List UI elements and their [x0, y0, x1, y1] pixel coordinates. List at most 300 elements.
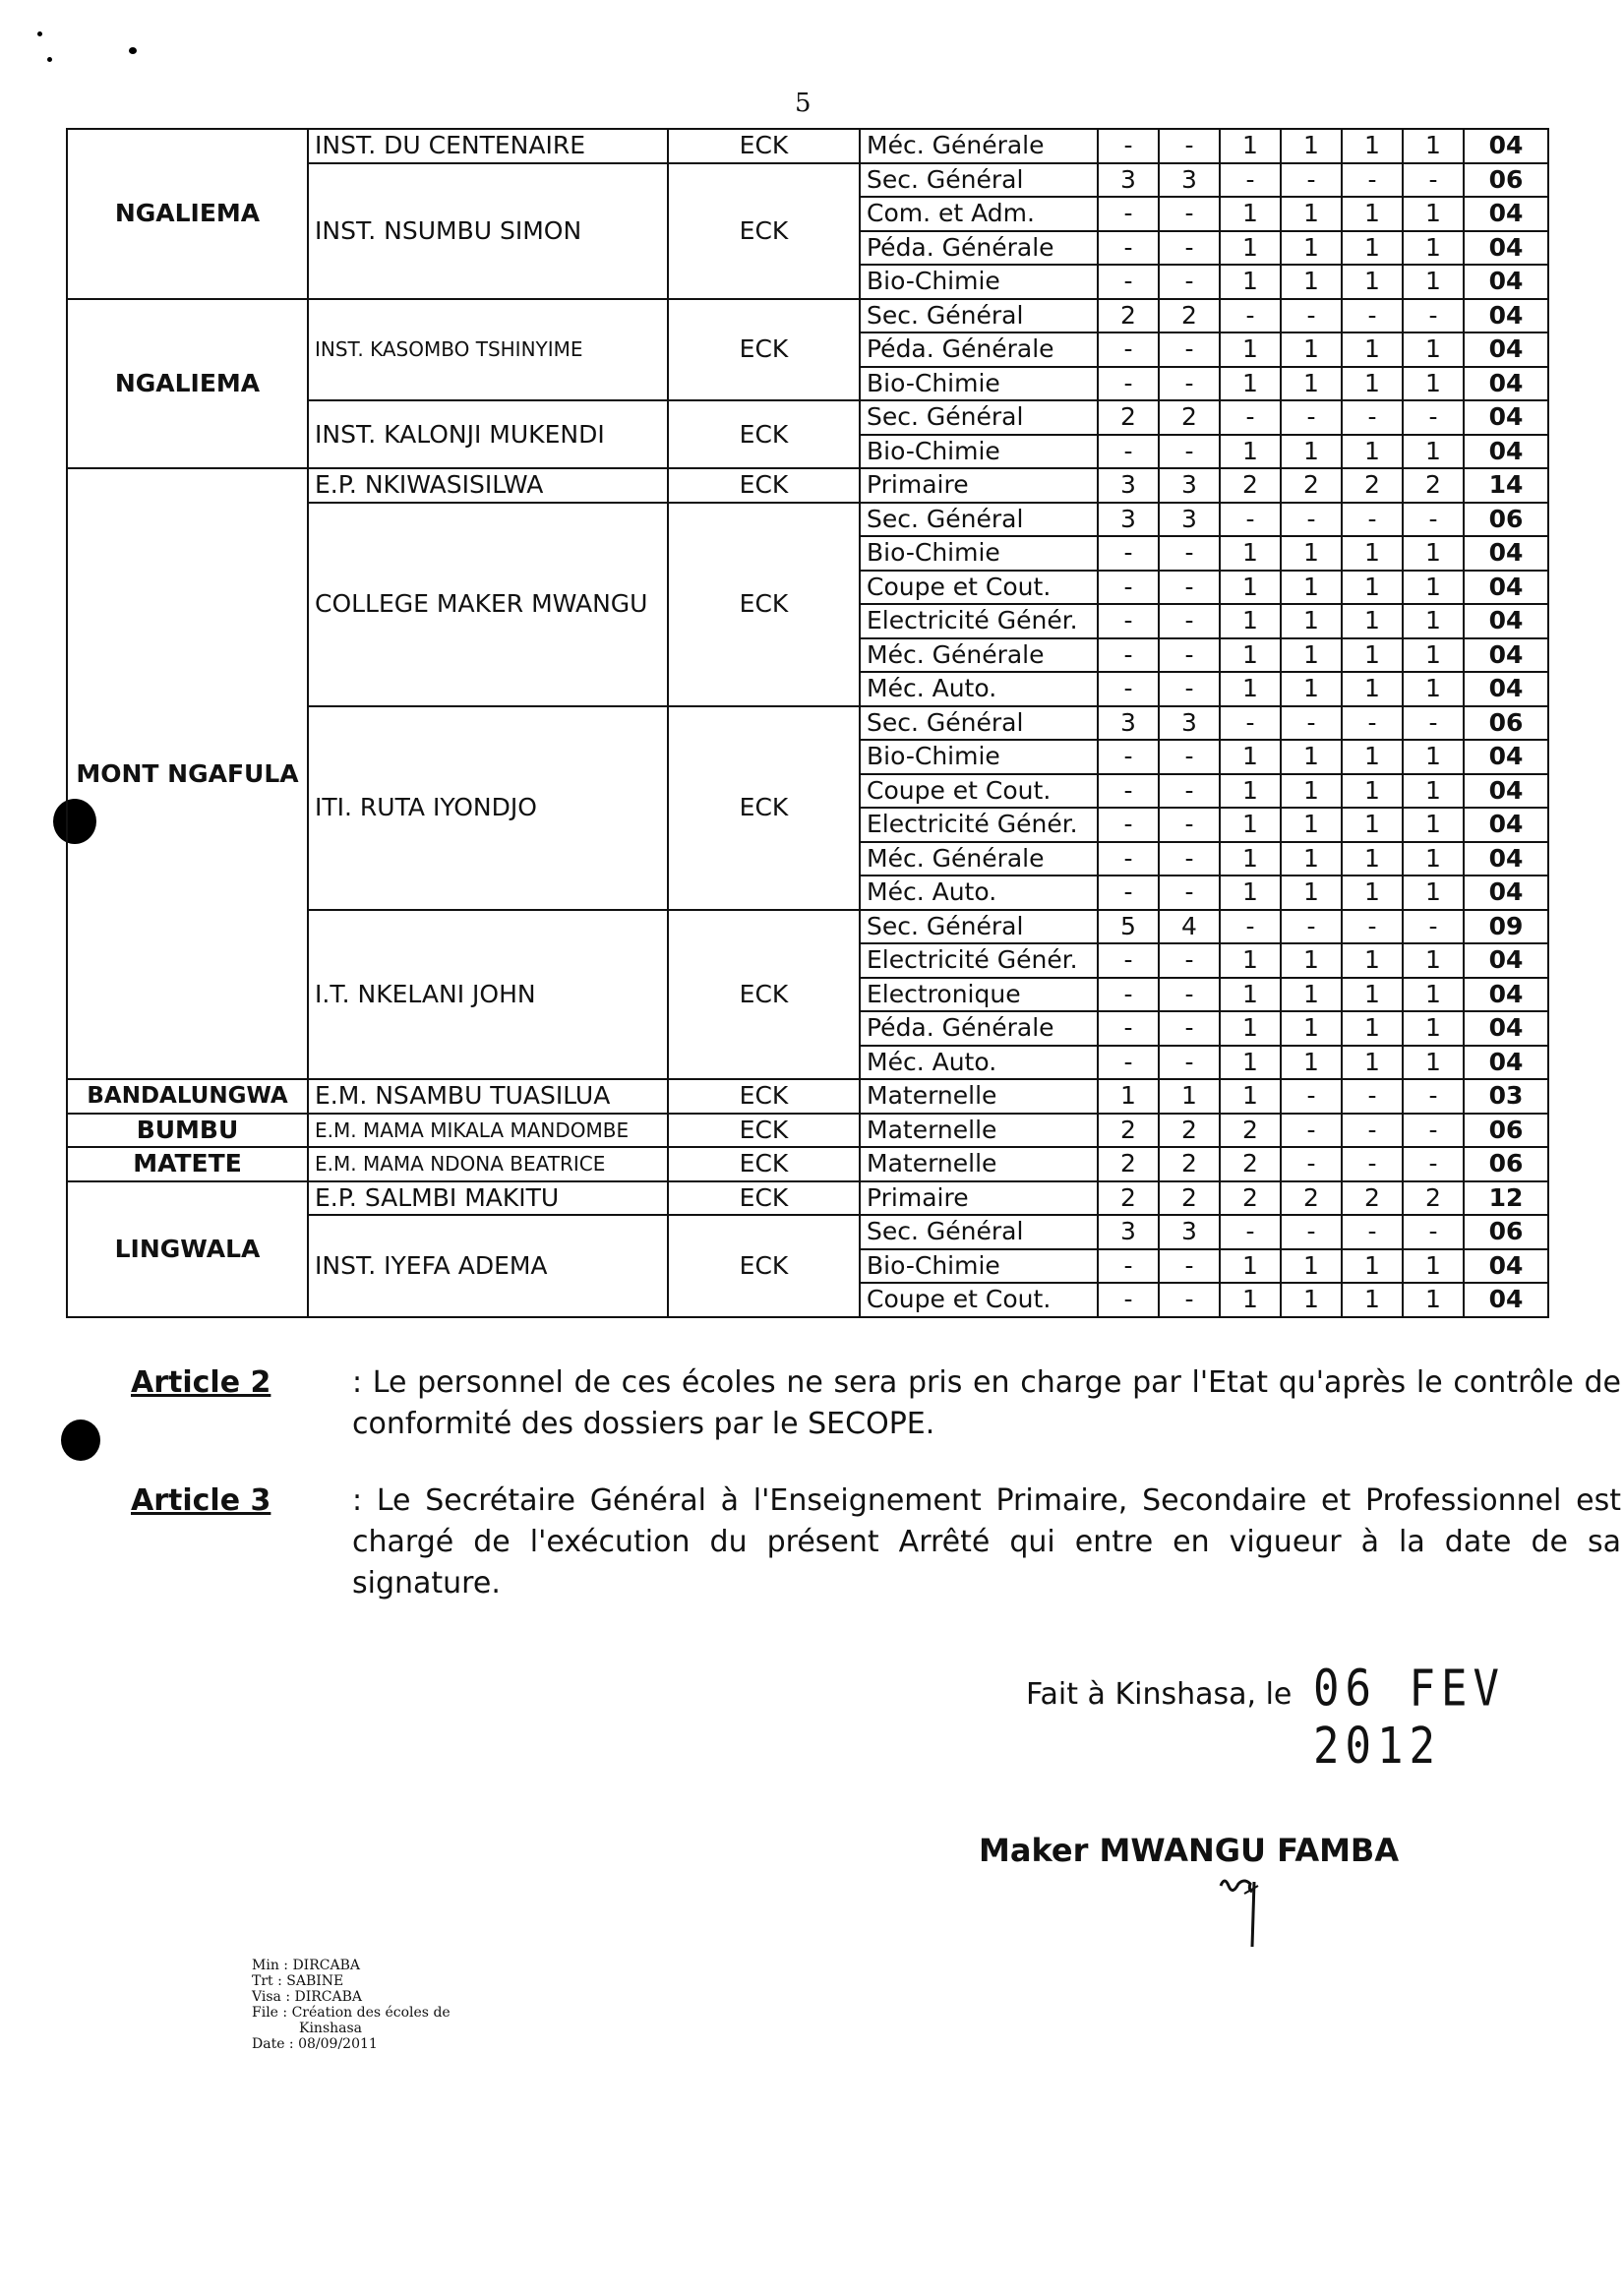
- class-count-cell: 1: [1220, 435, 1281, 469]
- total-cell: 04: [1464, 808, 1548, 842]
- class-count-cell: -: [1098, 231, 1159, 266]
- class-count-cell: -: [1098, 943, 1159, 978]
- class-count-cell: 1: [1220, 978, 1281, 1012]
- class-count-cell: -: [1098, 1011, 1159, 1046]
- regime-cell: ECK: [668, 468, 860, 503]
- class-count-cell: -: [1159, 638, 1220, 673]
- total-cell: 04: [1464, 197, 1548, 231]
- class-count-cell: 1: [1281, 672, 1342, 706]
- school-name-cell: INST. IYEFA ADEMA: [308, 1215, 668, 1317]
- class-count-cell: -: [1159, 943, 1220, 978]
- class-count-cell: -: [1220, 910, 1281, 944]
- option-cell: Maternelle: [860, 1114, 1098, 1148]
- option-cell: Coupe et Cout.: [860, 1283, 1098, 1317]
- class-count-cell: 3: [1159, 1215, 1220, 1249]
- class-count-cell: -: [1159, 367, 1220, 401]
- school-name-cell: INST. NSUMBU SIMON: [308, 163, 668, 299]
- class-count-cell: -: [1281, 1147, 1342, 1181]
- class-count-cell: 1: [1342, 129, 1403, 163]
- class-count-cell: 1: [1403, 1011, 1464, 1046]
- option-cell: Coupe et Cout.: [860, 774, 1098, 809]
- class-count-cell: 1: [1342, 808, 1403, 842]
- commune-cell: BANDALUNGWA: [67, 1079, 308, 1114]
- class-count-cell: -: [1098, 197, 1159, 231]
- schools-table-body: [67, 129, 1548, 1317]
- option-cell: Electricité Génér.: [860, 943, 1098, 978]
- class-count-cell: 1: [1342, 197, 1403, 231]
- class-count-cell: 1: [1220, 129, 1281, 163]
- class-count-cell: -: [1098, 571, 1159, 605]
- class-count-cell: 1: [1220, 1011, 1281, 1046]
- class-count-cell: -: [1159, 231, 1220, 266]
- class-count-cell: 1: [1281, 332, 1342, 367]
- class-count-cell: 1: [1403, 435, 1464, 469]
- class-count-cell: 1: [1281, 265, 1342, 299]
- punch-hole-mark: [61, 1419, 100, 1461]
- class-count-cell: 1: [1403, 129, 1464, 163]
- class-count-cell: 1: [1342, 536, 1403, 571]
- class-count-cell: 2: [1220, 1147, 1281, 1181]
- commune-cell: MONT NGAFULA: [67, 468, 308, 1079]
- class-count-cell: -: [1098, 435, 1159, 469]
- footer-trt: Trt : SABINE: [252, 1973, 344, 1989]
- page-number: 5: [795, 89, 812, 118]
- article-3-text: : Le Secrétaire Général à l'Enseignement Primaire, Secondaire et Professionnel est chargé de l'exécution du présent Arrêté qui entre en vigueur à la date de sa signature.: [352, 1483, 1621, 1600]
- class-count-cell: 2: [1159, 299, 1220, 333]
- class-count-cell: 1: [1281, 367, 1342, 401]
- class-count-cell: 3: [1098, 706, 1159, 741]
- commune-cell: LINGWALA: [67, 1181, 308, 1317]
- class-count-cell: 1: [1281, 740, 1342, 774]
- class-count-cell: 1: [1281, 774, 1342, 809]
- class-count-cell: 3: [1098, 163, 1159, 198]
- class-count-cell: 1: [1220, 1079, 1281, 1114]
- class-count-cell: 1: [1342, 435, 1403, 469]
- class-count-cell: 1: [1220, 265, 1281, 299]
- class-count-cell: 1: [1281, 197, 1342, 231]
- regime-cell: ECK: [668, 706, 860, 910]
- total-cell: 06: [1464, 1114, 1548, 1148]
- option-cell: Bio-Chimie: [860, 435, 1098, 469]
- class-count-cell: 2: [1159, 1181, 1220, 1216]
- class-count-cell: 1: [1342, 332, 1403, 367]
- option-cell: Sec. Général: [860, 400, 1098, 435]
- option-cell: Méc. Générale: [860, 842, 1098, 876]
- option-cell: Bio-Chimie: [860, 265, 1098, 299]
- class-count-cell: 1: [1403, 808, 1464, 842]
- class-count-cell: 1: [1220, 367, 1281, 401]
- option-cell: Méc. Auto.: [860, 876, 1098, 910]
- class-count-cell: 2: [1098, 299, 1159, 333]
- regime-cell: ECK: [668, 1114, 860, 1148]
- class-count-cell: -: [1098, 672, 1159, 706]
- class-count-cell: 5: [1098, 910, 1159, 944]
- schools-table: [66, 128, 1549, 1318]
- class-count-cell: -: [1403, 503, 1464, 537]
- class-count-cell: 1: [1220, 197, 1281, 231]
- class-count-cell: 1: [1281, 1046, 1342, 1080]
- total-cell: 04: [1464, 1011, 1548, 1046]
- class-count-cell: -: [1403, 1114, 1464, 1148]
- class-count-cell: -: [1403, 163, 1464, 198]
- class-count-cell: 1: [1403, 197, 1464, 231]
- total-cell: 06: [1464, 503, 1548, 537]
- class-count-cell: -: [1159, 808, 1220, 842]
- class-count-cell: -: [1098, 265, 1159, 299]
- total-cell: 04: [1464, 604, 1548, 638]
- total-cell: 04: [1464, 571, 1548, 605]
- total-cell: 04: [1464, 435, 1548, 469]
- class-count-cell: 1: [1342, 638, 1403, 673]
- class-count-cell: 1: [1342, 1249, 1403, 1284]
- regime-cell: ECK: [668, 1079, 860, 1114]
- class-count-cell: 1: [1342, 571, 1403, 605]
- class-count-cell: -: [1098, 1283, 1159, 1317]
- ink-blot: [129, 47, 137, 54]
- commune-cell: MATETE: [67, 1147, 308, 1181]
- class-count-cell: -: [1098, 740, 1159, 774]
- class-count-cell: 1: [1220, 774, 1281, 809]
- class-count-cell: -: [1159, 604, 1220, 638]
- class-count-cell: -: [1342, 400, 1403, 435]
- class-count-cell: 1: [1281, 571, 1342, 605]
- total-cell: 04: [1464, 367, 1548, 401]
- class-count-cell: 1: [1342, 842, 1403, 876]
- class-count-cell: 1: [1403, 842, 1464, 876]
- class-count-cell: 2: [1098, 1114, 1159, 1148]
- school-name-cell: E.P. NKIWASISILWA: [308, 468, 668, 503]
- class-count-cell: 1: [1281, 842, 1342, 876]
- total-cell: 04: [1464, 1249, 1548, 1284]
- class-count-cell: -: [1220, 706, 1281, 741]
- class-count-cell: 1: [1342, 604, 1403, 638]
- class-count-cell: 3: [1159, 468, 1220, 503]
- class-count-cell: -: [1342, 163, 1403, 198]
- total-cell: 03: [1464, 1079, 1548, 1114]
- option-cell: Sec. Général: [860, 299, 1098, 333]
- class-count-cell: 4: [1159, 910, 1220, 944]
- class-count-cell: 1: [1403, 571, 1464, 605]
- class-count-cell: -: [1098, 332, 1159, 367]
- school-name-cell: INST. KASOMBO TSHINYIME: [308, 299, 668, 401]
- class-count-cell: -: [1342, 1114, 1403, 1148]
- class-count-cell: -: [1159, 536, 1220, 571]
- total-cell: 04: [1464, 265, 1548, 299]
- footer-file: File : Création des écoles de: [252, 2005, 451, 2021]
- option-cell: Méc. Auto.: [860, 1046, 1098, 1080]
- regime-cell: ECK: [668, 910, 860, 1080]
- article-2-text: : Le personnel de ces écoles ne sera pris en charge par l'Etat qu'après le contrôle de conformité des dossiers par le SECOPE.: [352, 1365, 1621, 1441]
- option-cell: Electronique: [860, 978, 1098, 1012]
- total-cell: 04: [1464, 400, 1548, 435]
- class-count-cell: -: [1098, 1249, 1159, 1284]
- class-count-cell: 3: [1159, 163, 1220, 198]
- class-count-cell: -: [1159, 876, 1220, 910]
- option-cell: Bio-Chimie: [860, 536, 1098, 571]
- class-count-cell: -: [1098, 129, 1159, 163]
- class-count-cell: 2: [1220, 468, 1281, 503]
- total-cell: 12: [1464, 1181, 1548, 1216]
- class-count-cell: -: [1403, 706, 1464, 741]
- class-count-cell: 1: [1342, 740, 1403, 774]
- class-count-cell: -: [1098, 536, 1159, 571]
- class-count-cell: -: [1220, 163, 1281, 198]
- class-count-cell: -: [1159, 842, 1220, 876]
- school-name-cell: I.T. NKELANI JOHN: [308, 910, 668, 1080]
- class-count-cell: -: [1159, 1046, 1220, 1080]
- commune-cell: BUMBU: [67, 1114, 308, 1148]
- total-cell: 04: [1464, 842, 1548, 876]
- class-count-cell: 2: [1220, 1181, 1281, 1216]
- table-row: [67, 129, 1548, 163]
- class-count-cell: 1: [1220, 842, 1281, 876]
- school-name-cell: INST. DU CENTENAIRE: [308, 129, 668, 163]
- commune-cell: NGALIEMA: [67, 129, 308, 299]
- class-count-cell: 1: [1281, 1011, 1342, 1046]
- class-count-cell: -: [1403, 1079, 1464, 1114]
- class-count-cell: 1: [1220, 943, 1281, 978]
- date-stamp: 06 FEV 2012: [1313, 1660, 1505, 1776]
- class-count-cell: 1: [1281, 978, 1342, 1012]
- class-count-cell: -: [1098, 978, 1159, 1012]
- class-count-cell: 1: [1220, 808, 1281, 842]
- school-name-cell: E.M. MAMA MIKALA MANDOMBE: [308, 1114, 668, 1148]
- class-count-cell: 1: [1281, 808, 1342, 842]
- class-count-cell: 1: [1281, 435, 1342, 469]
- class-count-cell: 3: [1159, 503, 1220, 537]
- class-count-cell: -: [1098, 604, 1159, 638]
- class-count-cell: 1: [1342, 265, 1403, 299]
- class-count-cell: -: [1403, 1215, 1464, 1249]
- article-2: [131, 1362, 1621, 1451]
- school-name-cell: E.P. SALMBI MAKITU: [308, 1181, 668, 1216]
- class-count-cell: 1: [1281, 876, 1342, 910]
- class-count-cell: -: [1281, 163, 1342, 198]
- regime-cell: ECK: [668, 503, 860, 706]
- option-cell: Maternelle: [860, 1079, 1098, 1114]
- class-count-cell: -: [1159, 740, 1220, 774]
- class-count-cell: 2: [1098, 1181, 1159, 1216]
- regime-cell: ECK: [668, 1215, 860, 1317]
- class-count-cell: -: [1342, 910, 1403, 944]
- option-cell: Sec. Général: [860, 163, 1098, 198]
- class-count-cell: -: [1159, 1283, 1220, 1317]
- class-count-cell: -: [1281, 1114, 1342, 1148]
- class-count-cell: -: [1159, 1249, 1220, 1284]
- option-cell: Méc. Auto.: [860, 672, 1098, 706]
- class-count-cell: 3: [1098, 1215, 1159, 1249]
- total-cell: 04: [1464, 1046, 1548, 1080]
- class-count-cell: 1: [1403, 332, 1464, 367]
- class-count-cell: 1: [1281, 1283, 1342, 1317]
- total-cell: 06: [1464, 1147, 1548, 1181]
- class-count-cell: 1: [1281, 604, 1342, 638]
- option-cell: Sec. Général: [860, 910, 1098, 944]
- class-count-cell: 2: [1342, 1181, 1403, 1216]
- table-row: [67, 1147, 1548, 1181]
- class-count-cell: 1: [1403, 604, 1464, 638]
- table-row: [67, 299, 1548, 333]
- place-date-text: Fait à Kinshasa, le: [1026, 1677, 1293, 1712]
- regime-cell: ECK: [668, 400, 860, 468]
- class-count-cell: 1: [1403, 231, 1464, 266]
- school-name-cell: E.M. MAMA NDONA BEATRICE: [308, 1147, 668, 1181]
- class-count-cell: 1: [1403, 1249, 1464, 1284]
- option-cell: Sec. Général: [860, 1215, 1098, 1249]
- class-count-cell: 2: [1159, 1114, 1220, 1148]
- total-cell: 04: [1464, 231, 1548, 266]
- option-cell: Electricité Génér.: [860, 604, 1098, 638]
- class-count-cell: -: [1159, 265, 1220, 299]
- class-count-cell: -: [1403, 299, 1464, 333]
- class-count-cell: 1: [1342, 672, 1403, 706]
- class-count-cell: 1: [1220, 1249, 1281, 1284]
- class-count-cell: 1: [1342, 1046, 1403, 1080]
- class-count-cell: 1: [1403, 536, 1464, 571]
- class-count-cell: -: [1281, 503, 1342, 537]
- class-count-cell: 1: [1342, 367, 1403, 401]
- class-count-cell: 2: [1098, 1147, 1159, 1181]
- class-count-cell: 2: [1159, 400, 1220, 435]
- class-count-cell: -: [1403, 1147, 1464, 1181]
- class-count-cell: 1: [1220, 536, 1281, 571]
- class-count-cell: 1: [1403, 265, 1464, 299]
- total-cell: 06: [1464, 706, 1548, 741]
- article-3-label: Article 3: [131, 1483, 271, 1518]
- class-count-cell: 2: [1403, 1181, 1464, 1216]
- regime-cell: ECK: [668, 1147, 860, 1181]
- class-count-cell: 2: [1342, 468, 1403, 503]
- class-count-cell: 1: [1220, 332, 1281, 367]
- regime-cell: ECK: [668, 129, 860, 163]
- class-count-cell: -: [1159, 435, 1220, 469]
- class-count-cell: 1: [1281, 638, 1342, 673]
- class-count-cell: -: [1098, 638, 1159, 673]
- class-count-cell: 1: [1403, 638, 1464, 673]
- class-count-cell: -: [1098, 367, 1159, 401]
- total-cell: 04: [1464, 943, 1548, 978]
- class-count-cell: 1: [1403, 1046, 1464, 1080]
- footer-min: Min : DIRCABA: [252, 1958, 360, 1973]
- class-count-cell: 1: [1342, 978, 1403, 1012]
- class-count-cell: 2: [1159, 1147, 1220, 1181]
- class-count-cell: -: [1281, 706, 1342, 741]
- total-cell: 04: [1464, 129, 1548, 163]
- class-count-cell: -: [1342, 1215, 1403, 1249]
- total-cell: 14: [1464, 468, 1548, 503]
- class-count-cell: 1: [1220, 1046, 1281, 1080]
- class-count-cell: 1: [1220, 1283, 1281, 1317]
- class-count-cell: 2: [1098, 400, 1159, 435]
- total-cell: 04: [1464, 740, 1548, 774]
- class-count-cell: -: [1098, 774, 1159, 809]
- class-count-cell: 1: [1220, 604, 1281, 638]
- class-count-cell: -: [1159, 129, 1220, 163]
- total-cell: 09: [1464, 910, 1548, 944]
- footer-visa: Visa : DIRCABA: [252, 1989, 363, 2005]
- total-cell: 04: [1464, 774, 1548, 809]
- class-count-cell: -: [1098, 876, 1159, 910]
- class-count-cell: 1: [1403, 943, 1464, 978]
- class-count-cell: -: [1159, 978, 1220, 1012]
- option-cell: Primaire: [860, 1181, 1098, 1216]
- school-name-cell: ITI. RUTA IYONDJO: [308, 706, 668, 910]
- option-cell: Bio-Chimie: [860, 367, 1098, 401]
- option-cell: Maternelle: [860, 1147, 1098, 1181]
- footer-file-continued: Kinshasa: [299, 2021, 363, 2036]
- class-count-cell: 1: [1098, 1079, 1159, 1114]
- option-cell: Electricité Génér.: [860, 808, 1098, 842]
- footer-reference-block: [252, 1958, 451, 2052]
- class-count-cell: -: [1220, 503, 1281, 537]
- ink-blot: [37, 31, 42, 36]
- option-cell: Primaire: [860, 468, 1098, 503]
- class-count-cell: 1: [1342, 876, 1403, 910]
- class-count-cell: 1: [1220, 231, 1281, 266]
- class-count-cell: 1: [1220, 571, 1281, 605]
- class-count-cell: 1: [1342, 231, 1403, 266]
- table-row: [67, 1079, 1548, 1114]
- class-count-cell: 1: [1159, 1079, 1220, 1114]
- class-count-cell: 1: [1403, 740, 1464, 774]
- total-cell: 04: [1464, 876, 1548, 910]
- class-count-cell: 1: [1403, 1283, 1464, 1317]
- regime-cell: ECK: [668, 1181, 860, 1216]
- class-count-cell: -: [1159, 672, 1220, 706]
- regime-cell: ECK: [668, 163, 860, 299]
- option-cell: Bio-Chimie: [860, 1249, 1098, 1284]
- class-count-cell: -: [1342, 1079, 1403, 1114]
- class-count-cell: 1: [1281, 231, 1342, 266]
- ink-blot: [47, 57, 52, 62]
- class-count-cell: -: [1342, 503, 1403, 537]
- option-cell: Péda. Générale: [860, 1011, 1098, 1046]
- handwritten-signature: [1215, 1874, 1274, 1953]
- class-count-cell: -: [1281, 1079, 1342, 1114]
- table-row: [67, 468, 1548, 503]
- footer-date: Date : 08/09/2011: [252, 2036, 378, 2052]
- class-count-cell: 1: [1281, 129, 1342, 163]
- class-count-cell: 1: [1403, 774, 1464, 809]
- option-cell: Méc. Générale: [860, 638, 1098, 673]
- class-count-cell: 1: [1342, 1283, 1403, 1317]
- class-count-cell: -: [1220, 400, 1281, 435]
- total-cell: 06: [1464, 163, 1548, 198]
- class-count-cell: 1: [1342, 774, 1403, 809]
- total-cell: 04: [1464, 536, 1548, 571]
- class-count-cell: 1: [1220, 740, 1281, 774]
- class-count-cell: 1: [1220, 638, 1281, 673]
- class-count-cell: -: [1281, 299, 1342, 333]
- class-count-cell: -: [1098, 808, 1159, 842]
- regime-cell: ECK: [668, 299, 860, 401]
- class-count-cell: 3: [1159, 706, 1220, 741]
- class-count-cell: -: [1403, 910, 1464, 944]
- class-count-cell: 1: [1220, 876, 1281, 910]
- total-cell: 04: [1464, 978, 1548, 1012]
- class-count-cell: -: [1220, 299, 1281, 333]
- total-cell: 04: [1464, 672, 1548, 706]
- class-count-cell: -: [1342, 706, 1403, 741]
- option-cell: Coupe et Cout.: [860, 571, 1098, 605]
- class-count-cell: 1: [1281, 943, 1342, 978]
- class-count-cell: 2: [1220, 1114, 1281, 1148]
- class-count-cell: -: [1281, 1215, 1342, 1249]
- class-count-cell: 3: [1098, 468, 1159, 503]
- commune-cell: NGALIEMA: [67, 299, 308, 469]
- class-count-cell: 2: [1281, 1181, 1342, 1216]
- class-count-cell: -: [1281, 910, 1342, 944]
